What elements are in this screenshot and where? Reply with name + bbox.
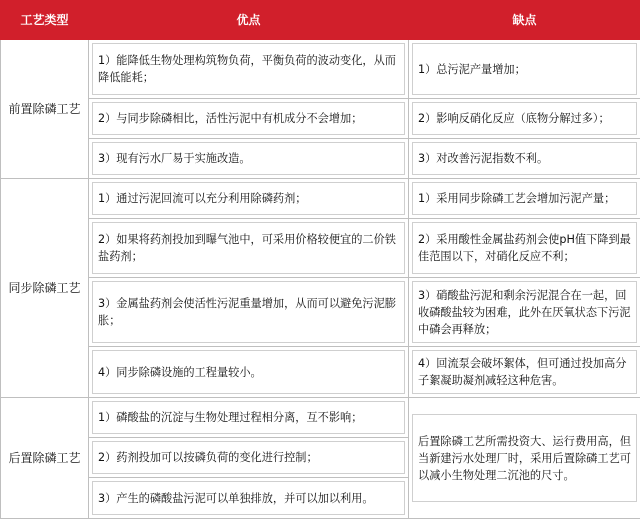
table-row <box>1 139 640 179</box>
disadvantage-cell <box>409 219 640 278</box>
disadvantage-text: 1）采用同步除磷工艺会增加污泥产量； <box>418 190 615 207</box>
advantage-cell <box>89 219 409 278</box>
advantage-cell <box>89 40 409 99</box>
process-name-pre: 前置除磷工艺 <box>1 40 89 179</box>
advantage-text: 3）现有污水厂易于实施改造。 <box>98 150 251 167</box>
advantage-text: 2）与同步除磷相比，活性污泥中有机成分不会增加； <box>98 110 362 127</box>
disadvantage-cell <box>409 347 640 398</box>
table-row <box>1 40 640 99</box>
header-row <box>1 1 640 40</box>
advantage-cell <box>89 347 409 398</box>
disadvantage-cell <box>409 278 640 347</box>
advantage-cell <box>89 478 409 519</box>
disadvantage-text: 1）总污泥产量增加； <box>418 61 526 78</box>
disadvantage-cell <box>409 40 640 99</box>
disadvantage-text: 3）硝酸盐污泥和剩余污泥混合在一起，回收磷酸盐较为困难，此外在厌氧状态下污泥中磷会再释放； <box>418 287 631 338</box>
disadvantage-text: 2）采用酸性金属盐药剂会使pH值下降到最佳范围以下，对硝化反应不利； <box>418 231 631 265</box>
disadvantage-merged-cell <box>409 398 640 519</box>
table-row <box>1 398 640 438</box>
disadvantage-text: 3）对改善污泥指数不利。 <box>418 150 548 167</box>
table-row <box>1 179 640 219</box>
table-row <box>1 278 640 347</box>
disadvantage-text: 后置除磷工艺所需投资大、运行费用高，但当新建污水处理厂时，采用后置除磷工艺可以减小生物处理二沉池的尺寸。 <box>418 433 631 484</box>
table-row <box>1 347 640 398</box>
table-row <box>1 219 640 278</box>
advantage-cell <box>89 179 409 219</box>
header-advantages: 优点 <box>89 1 409 40</box>
advantage-text: 1）通过污泥回流可以充分利用除磷药剂； <box>98 190 307 207</box>
table-row <box>1 99 640 139</box>
disadvantage-text: 4）回流泵会破坏絮体，但可通过投加高分子絮凝助凝剂减轻这种危害。 <box>418 355 631 389</box>
process-name-sync: 同步除磷工艺 <box>1 179 89 398</box>
header-disadvantages: 缺点 <box>409 1 640 40</box>
disadvantage-cell <box>409 99 640 139</box>
advantage-text: 1）磷酸盐的沉淀与生物处理过程相分离，互不影响； <box>98 409 362 426</box>
advantage-cell <box>89 139 409 179</box>
advantage-text: 2）药剂投加可以按磷负荷的变化进行控制； <box>98 449 318 466</box>
advantage-text: 2）如果将药剂投加到曝气池中，可采用价格较便宜的二价铁盐药剂； <box>98 231 399 265</box>
disadvantage-cell <box>409 139 640 179</box>
advantage-text: 1）能降低生物处理构筑物负荷，平衡负荷的波动变化，从而降低能耗； <box>98 52 399 86</box>
advantage-text: 3）产生的磷酸盐污泥可以单独排放，并可以加以利用。 <box>98 490 374 507</box>
advantage-cell <box>89 398 409 438</box>
process-name-post: 后置除磷工艺 <box>1 398 89 519</box>
advantage-cell <box>89 438 409 478</box>
advantage-cell <box>89 278 409 347</box>
advantage-text: 4）同步除磷设施的工程量较小。 <box>98 364 262 381</box>
advantage-text: 3）金属盐药剂会使活性污泥重量增加，从而可以避免污泥膨胀； <box>98 295 399 329</box>
header-process-type: 工艺类型 <box>1 1 89 40</box>
advantage-cell <box>89 99 409 139</box>
disadvantage-cell <box>409 179 640 219</box>
disadvantage-text: 2）影响反硝化反应（底物分解过多）； <box>418 110 610 127</box>
